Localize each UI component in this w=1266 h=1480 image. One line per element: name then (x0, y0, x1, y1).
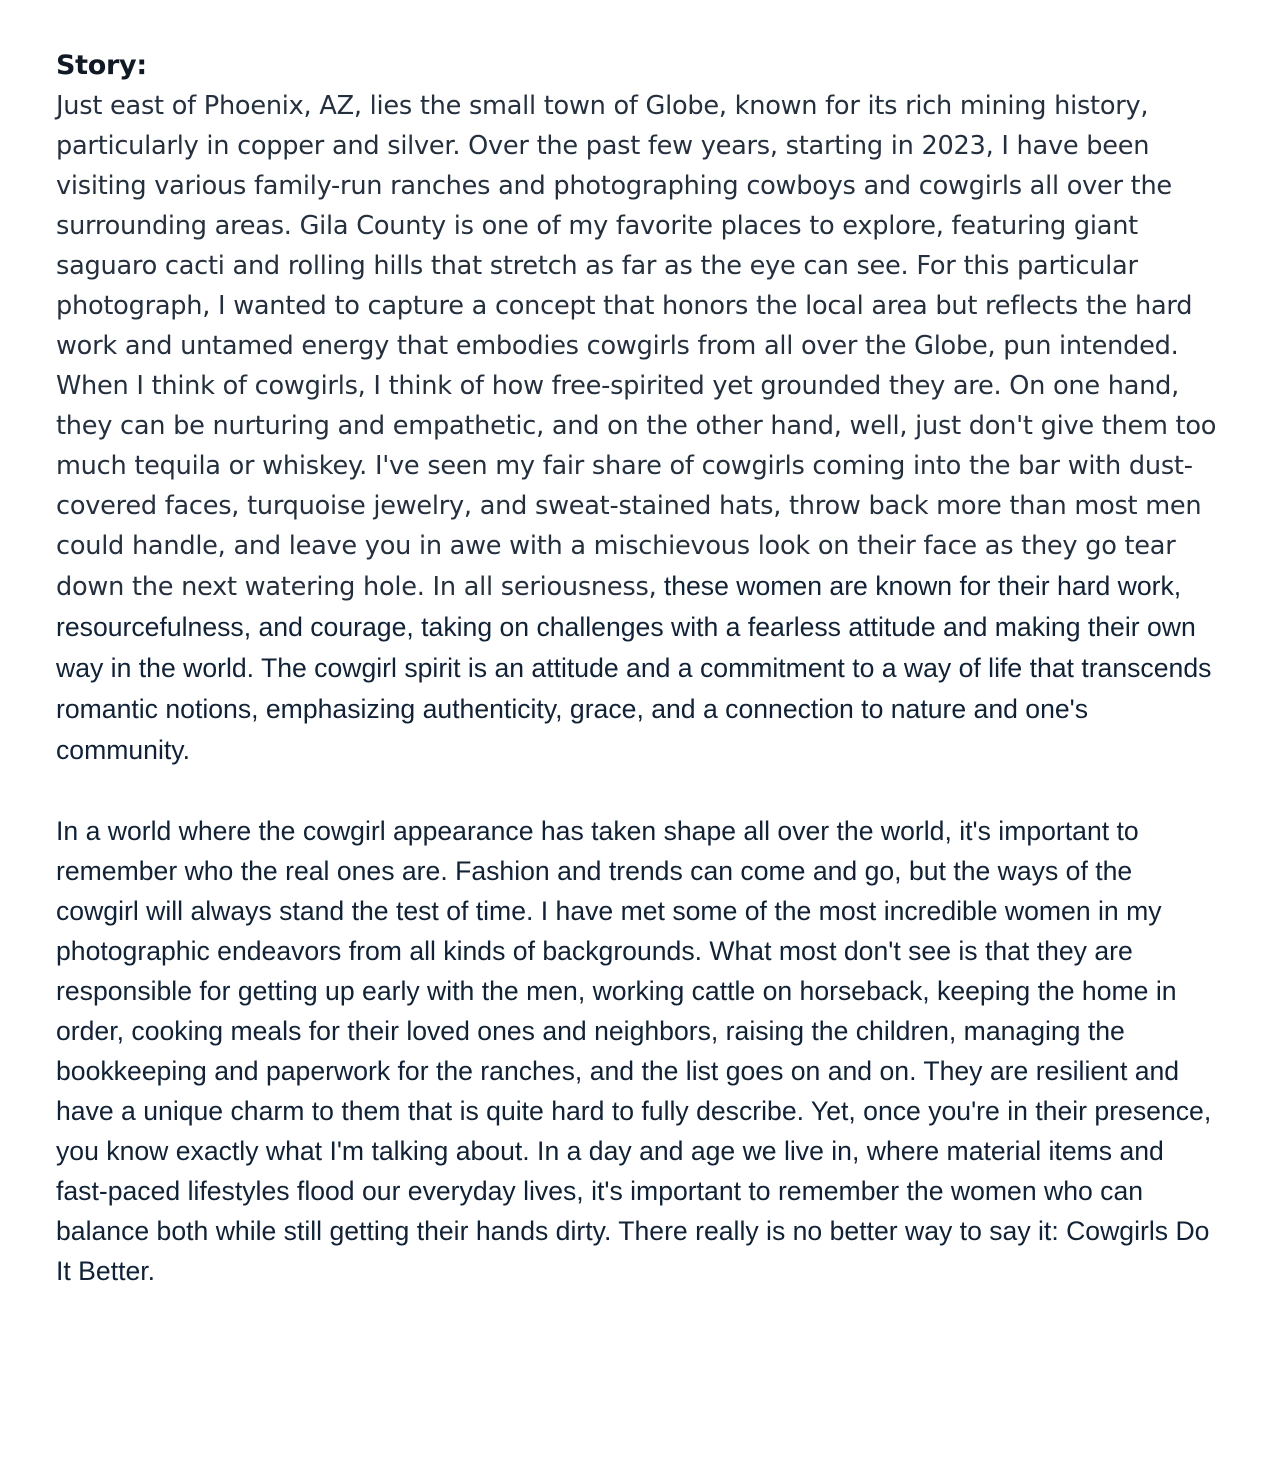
story-paragraph-1-part-b: these women are known for their hard work, resourcefulness, and courage, taking on challenges with a fearless attitude and making their own way in the world. The cowgirl spirit is an attitude and a commitment to a way of life that transcends romantic notions, emphasizing authenticity, grace, and a connection to nature and one's community. (56, 571, 1212, 765)
story-paragraph-2: In a world where the cowgirl appearance has taken shape all over the world, it's important to remember who the real ones are. Fashion and trends can come and go, but the ways of the cowgirl will always stand the test of time. I have met some of the most incredible women in my photographic endeavors from all kinds of backgrounds. What most don't see is that they are responsible for getting up early with the men, working cattle on horseback, keeping the home in order, cooking meals for their loved ones and neighbors, raising the children, managing the bookkeeping and paperwork for the ranches, and the list goes on and on. They are resilient and have a unique charm to them that is quite hard to fully describe. Yet, once you're in their presence, you know exactly what I'm talking about. In a day and age we live in, where material items and fast-paced lifestyles flood our everyday lives, it's important to remember the women who can balance both while still getting their hands dirty. There really is no better way to say it: Cowgirls Do It Better. (56, 816, 1212, 1286)
story-paragraph-1-part-a: Just east of Phoenix, AZ, lies the small town of Globe, known for its rich mining history, particularly in copper and silver. Over the past few years, starting in 2023, I have been visiting various family-run ranches and photographing cowboys and cowgirls all over the surrounding areas. Gila County is one of my favorite places to explore, featuring giant saguaro cacti and rolling hills that stretch as far as the eye can see. For this particular photograph, I wanted to capture a concept that honors the local area but reflects the hard work and untamed energy that embodies cowgirls from all over the Globe, pun intended. When I think of cowgirls, I think of how free-spirited yet grounded they are. On one hand, they can be nurturing and empathetic, and on the other hand, well, just don't give them too much tequila or whiskey. I've seen my fair share of cowgirls coming into the bar with dust-covered faces, turquoise jewelry, and sweat-stained hats, throw back more than most men could handle, and leave you in awe with a mischievous look on their face as they go tear down the next watering hole. In all seriousness, (56, 91, 1217, 602)
story-section (56, 46, 1220, 1291)
story-paragraph-1 (56, 86, 1220, 771)
story-heading: Story: (56, 50, 147, 81)
